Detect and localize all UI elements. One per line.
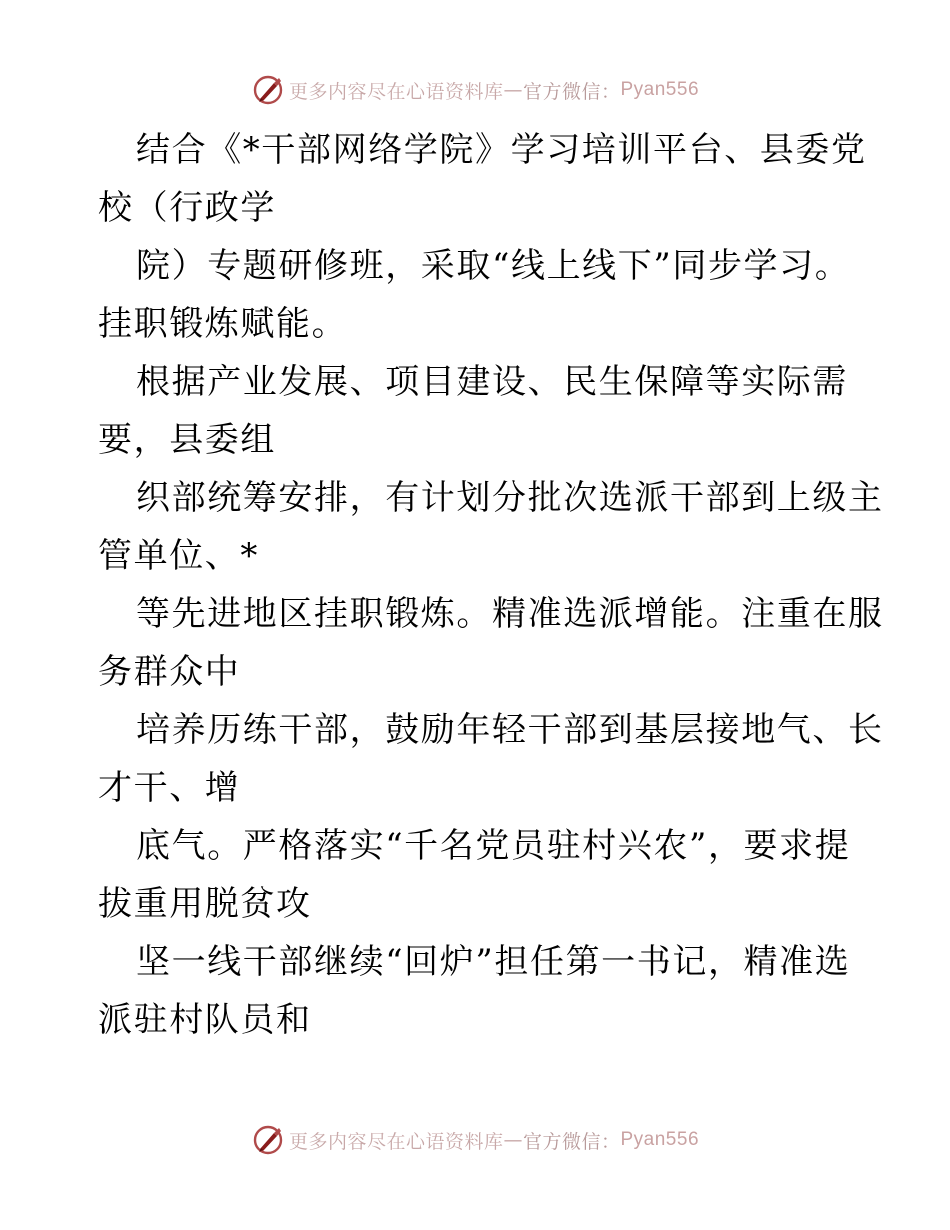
watermark-dash: — bbox=[503, 1129, 523, 1151]
body-line: 院）专题研修班，采取“线上线下”同步学习。 bbox=[136, 246, 851, 286]
watermark-wechat-label: 官方微信： bbox=[522, 1130, 621, 1153]
body-line: 结合《*干部网络学院》学习培训平台、县委党 bbox=[136, 130, 867, 170]
watermark-wechat-label: 官方微信： bbox=[522, 80, 621, 103]
header-watermark bbox=[0, 70, 950, 110]
watermark-text: 更多内容尽在心语资料库 bbox=[288, 80, 504, 103]
body-line: 校（行政学 bbox=[98, 188, 276, 228]
body-line: 拔重用脱贫攻 bbox=[98, 884, 312, 924]
footer-watermark bbox=[0, 1120, 950, 1160]
body-line: 培养历练干部，鼓励年轻干部到基层接地气、长 bbox=[136, 710, 884, 750]
pen-logo-icon bbox=[251, 1123, 285, 1157]
watermark-dash: — bbox=[503, 79, 523, 101]
watermark-wechat-id: Pyan556 bbox=[620, 1129, 700, 1150]
body-line: 底气。严格落实“千名党员驻村兴农”，要求提 bbox=[136, 826, 851, 866]
body-line: 管单位、* bbox=[98, 536, 259, 576]
body-line: 坚一线干部继续“回炉”担任第一书记，精准选 bbox=[136, 942, 851, 982]
body-line: 挂职锻炼赋能。 bbox=[98, 304, 348, 344]
body-line: 才干、增 bbox=[98, 768, 241, 808]
body-line: 织部统筹安排，有计划分批次选派干部到上级主 bbox=[136, 478, 884, 518]
body-line: 派驻村队员和 bbox=[98, 1000, 312, 1040]
watermark-wechat-id: Pyan556 bbox=[620, 79, 700, 100]
body-line: 要，县委组 bbox=[98, 420, 276, 460]
document-body bbox=[98, 121, 884, 1049]
body-line: 务群众中 bbox=[98, 652, 241, 692]
pen-logo-icon bbox=[251, 73, 285, 107]
body-line: 等先进地区挂职锻炼。精准选派增能。注重在服 bbox=[136, 594, 884, 634]
watermark-text: 更多内容尽在心语资料库 bbox=[288, 1130, 504, 1153]
body-line: 根据产业发展、项目建设、民生保障等实际需 bbox=[136, 362, 848, 402]
